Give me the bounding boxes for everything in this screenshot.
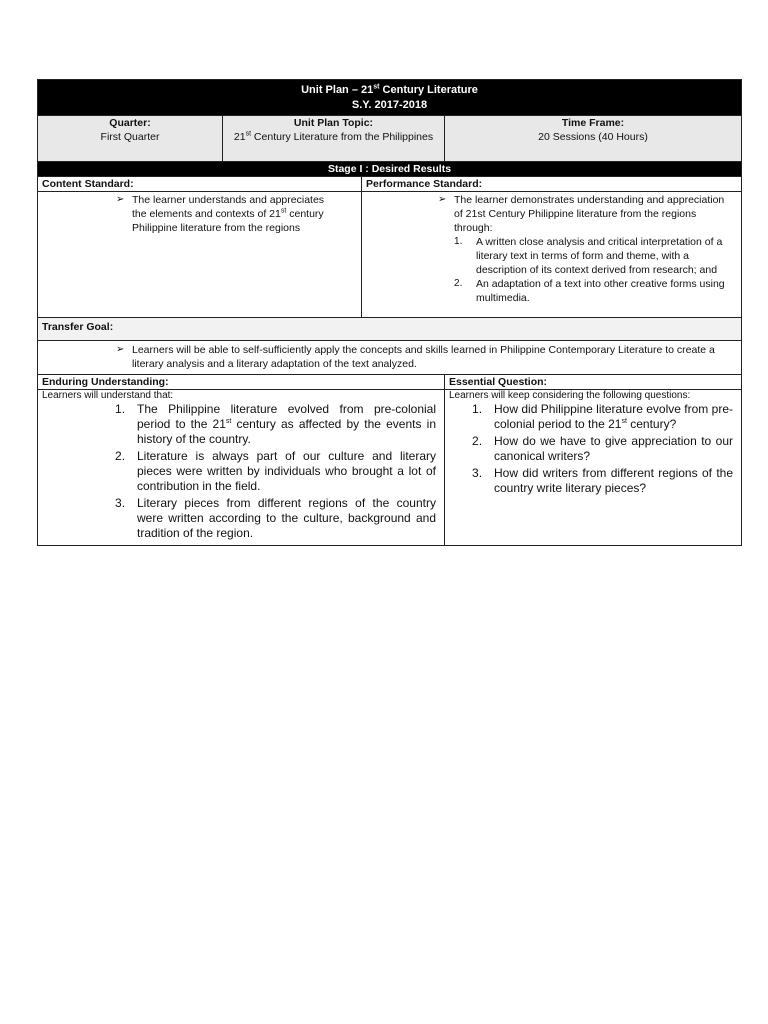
content-standard-cell [38,192,362,318]
stage-title: Stage I : Desired Results [38,162,742,177]
transfer-goal-row [38,341,742,375]
transfer-goal-text: ➢ Learners will be able to self-sufficiently apply the concepts and skills learned in Philippine Contemporary Literature to create a literary analysis and a literary adaptation of the text analyzed. [110,343,721,371]
unit-plan-table [37,79,742,546]
performance-items [432,235,733,305]
info-row [38,116,742,162]
performance-item: A written close analysis and critical interpretation of a literary text in terms of form and theme, with a description of its context derived from research; and [476,236,723,276]
understanding-header-row [38,375,742,390]
enduring-list [42,402,436,541]
timeframe-label: Time Frame: [561,117,625,129]
performance-standard-label: Performance Standard: [362,177,742,192]
essential-question-label: Essential Question: [445,375,742,390]
stage-row [38,162,742,177]
transfer-goal-cell [38,341,742,375]
transfer-goal-label: Transfer Goal: [38,318,742,341]
essential-list [449,402,733,496]
topic-label: Unit Plan Topic: [293,117,374,129]
topic-cell [223,116,445,162]
document-title [38,80,742,116]
standards-header-row [38,177,742,192]
content-standard-list [42,193,341,235]
title-row [38,80,742,116]
enduring-understanding-label: Enduring Understanding: [38,375,445,390]
enduring-item: Literature is always part of our culture and literary pieces were written by individuals who brought a lot of contribution in the field. [137,449,436,493]
unit-plan-title: Unit Plan – 21st Century Literature [301,83,478,96]
essential-item: How did writers from different regions of the country write literary pieces? [494,466,734,495]
unit-plan-document [37,79,741,546]
enduring-intro: Learners will understand that: [42,390,174,401]
essential-intro: Learners will keep considering the following questions: [449,390,691,401]
transfer-goal-header-row [38,318,742,341]
timeframe-cell [445,116,742,162]
quarter-label: Quarter: [109,117,151,129]
content-standard-label: Content Standard: [38,177,362,192]
timeframe-value: 20 Sessions (40 Hours) [538,131,648,143]
enduring-item: The Philippine literature evolved from pre-colonial period to the 21st century as affected by the events in history of the country. [137,402,436,446]
school-year: S.Y. 2017-2018 [351,99,428,111]
quarter-value: First Quarter [100,131,160,143]
performance-standard-list [366,193,733,305]
enduring-understanding-cell [38,390,445,546]
essential-item: How do we have to give appreciation to our canonical writers? [494,434,734,463]
topic-value: 21st Century Literature from the Philippines [233,130,434,143]
essential-item: How did Philippine literature evolve from pre-colonial period to the 21st century? [494,402,734,431]
performance-standard-cell [362,192,742,318]
performance-standard-intro: ➢ The learner demonstrates understanding and appreciation of 21st Century Philippine literature from the regions through: A written close analysis and critical interpretation of a literary text in terms of form and theme, with a description of its context derived from research; and An adaptation of a text into other creative forms using multimedia. [432,193,733,305]
performance-item: An adaptation of a text into other creative forms using multimedia. [476,278,725,304]
standards-row [38,192,742,318]
quarter-cell [38,116,223,162]
enduring-item: Literary pieces from different regions of the country were written according to the culture, background and tradition of the region. [137,496,436,540]
transfer-goal-list [42,343,721,371]
content-standard-text: ➢ The learner understands and appreciates the elements and contexts of 21st century Philippine literature from the regions [110,193,341,235]
essential-question-cell [445,390,742,546]
understanding-row [38,390,742,546]
